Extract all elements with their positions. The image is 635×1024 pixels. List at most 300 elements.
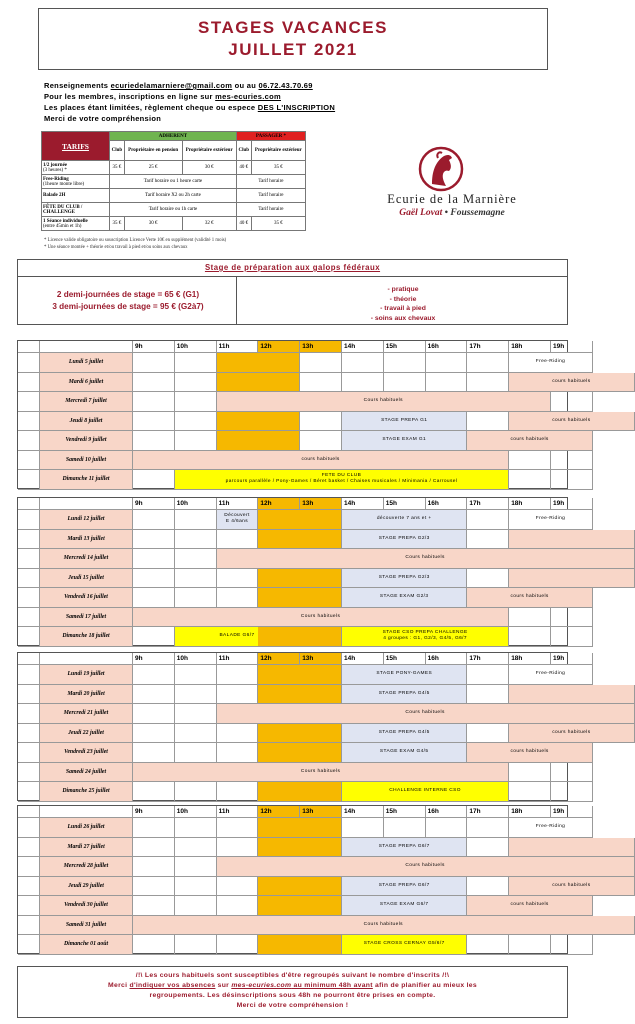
price-cell: 35 € (251, 161, 305, 175)
row-spacer (18, 724, 40, 744)
schedule-event (258, 782, 342, 802)
hour-header: 9h (133, 806, 175, 818)
time-slot (384, 373, 426, 393)
hour-header: 10h (175, 341, 217, 353)
time-slot (133, 412, 175, 432)
time-slot (217, 530, 259, 550)
hour-header: 11h (217, 653, 259, 665)
hour-header: 13h (300, 498, 342, 510)
day-label: Dimanche 01 août (40, 935, 133, 955)
tarif-row-label: 1/2 journée (3 heures) * (42, 161, 110, 175)
schedule-event (217, 412, 301, 432)
schedule-event (217, 353, 301, 373)
price-cell: 40 € (236, 217, 251, 231)
time-slot (175, 588, 217, 608)
day-label: Samedi 10 juillet (40, 451, 133, 471)
logo-name: Ecurie de la Marnière (387, 192, 517, 206)
hour-header: 11h (217, 498, 259, 510)
time-slot (551, 763, 593, 783)
schedule-event: Cours habituels (217, 704, 635, 724)
schedule-event: STAGE PREPA G6/7 (342, 838, 467, 858)
corner-cell (18, 498, 40, 510)
time-slot (300, 431, 342, 451)
row-spacer (18, 470, 40, 490)
schedule-event: Cours habituels (217, 392, 551, 412)
page-subtitle: JUILLET 2021 (228, 40, 358, 59)
schedule-event: Free-Riding (509, 353, 593, 373)
hour-header: 17h (467, 498, 509, 510)
time-slot (175, 818, 217, 838)
hour-header: 11h (217, 341, 259, 353)
prep-contents: - pratique - théorie - travail à pied - soins aux chevaux (370, 286, 436, 322)
time-slot (175, 431, 217, 451)
time-slot (133, 724, 175, 744)
prep-title: Stage de préparation aux galops fédéraux (17, 259, 568, 277)
day-label: Mercredi 21 juillet (40, 704, 133, 724)
time-slot (133, 838, 175, 858)
day-label: Mercredi 28 juillet (40, 857, 133, 877)
schedule-event (258, 724, 342, 744)
time-slot (175, 743, 217, 763)
info-line-payment: Les places étant limitées, règlement cheque ou espece DES L'INSCRIPTION (44, 103, 336, 112)
row-spacer (18, 373, 40, 393)
schedule-event: cours habituels (509, 724, 634, 744)
hour-header: 9h (133, 498, 175, 510)
day-label: Dimanche 18 juillet (40, 627, 133, 647)
price-cell: 35 € (110, 161, 125, 175)
hour-header: 11h (217, 806, 259, 818)
time-slot (133, 685, 175, 705)
time-slot (467, 510, 509, 530)
row-spacer (18, 510, 40, 530)
header-spacer (40, 498, 133, 510)
time-slot (175, 685, 217, 705)
day-label: Mardi 27 juillet (40, 838, 133, 858)
time-slot (133, 743, 175, 763)
schedule-event (258, 896, 342, 916)
time-slot (133, 665, 175, 685)
hour-header: 15h (384, 806, 426, 818)
day-label: Dimanche 25 juillet (40, 782, 133, 802)
day-label: Mardi 6 juillet (40, 373, 133, 393)
hour-header: 12h (258, 653, 300, 665)
hour-header: 18h (509, 653, 551, 665)
row-spacer (18, 857, 40, 877)
tarif-notes: * Licence valide obligatoire ou souscription Licence Verte 10€ en supplément (validité 1 mois) * Une séance montée + théorie et/ou travail à pied et/ou soins aux chevaux (44, 238, 227, 250)
time-slot (426, 373, 468, 393)
day-label: Mercredi 14 juillet (40, 549, 133, 569)
price-cell: Tarif horaire ou 1 heure carte (110, 175, 237, 189)
schedule-event: STAGE PREPA G4/5 (342, 724, 467, 744)
day-label: Samedi 17 juillet (40, 608, 133, 628)
time-slot (133, 510, 175, 530)
row-spacer (18, 685, 40, 705)
schedule-event (258, 665, 342, 685)
schedule-event: STAGE EXAM G4/5 (342, 743, 467, 763)
time-slot (133, 818, 175, 838)
schedule-event (217, 373, 301, 393)
price-cell: Tarif horaire (236, 175, 305, 189)
schedule-event: Cours habituels (217, 549, 635, 569)
schedule-event (258, 627, 342, 647)
price-cell: Tarif horaire X2 ou 2h carte (110, 189, 237, 203)
horse-head-logo-icon (418, 146, 464, 192)
corner-cell (18, 341, 40, 353)
time-slot (342, 818, 384, 838)
col-header: Club (236, 141, 251, 161)
hour-header: 18h (509, 498, 551, 510)
price-cell: Tarif horaire (236, 203, 305, 217)
time-slot (551, 392, 593, 412)
time-slot (133, 392, 175, 412)
schedule-event: Free-Riding (509, 665, 593, 685)
schedule-event: cours habituels (509, 412, 634, 432)
hour-header: 13h (300, 341, 342, 353)
time-slot (175, 392, 217, 412)
hour-header: 16h (426, 806, 468, 818)
day-label: Lundi 26 juillet (40, 818, 133, 838)
price-cell: 25 € (124, 161, 182, 175)
time-slot (217, 685, 259, 705)
schedule-event (258, 588, 342, 608)
row-spacer (18, 665, 40, 685)
time-slot (509, 935, 551, 955)
time-slot (175, 877, 217, 897)
time-slot (175, 896, 217, 916)
hour-header: 17h (467, 653, 509, 665)
hour-header: 10h (175, 806, 217, 818)
time-slot (175, 373, 217, 393)
schedule-event: cours habituels (467, 896, 592, 916)
time-slot (300, 353, 342, 373)
corner-cell (18, 653, 40, 665)
day-label: Jeudi 22 juillet (40, 724, 133, 744)
schedule-event: cours habituels (509, 373, 634, 393)
schedule-event: BALADE G6/7 (175, 627, 300, 647)
row-spacer (18, 549, 40, 569)
time-slot (133, 935, 175, 955)
time-slot (175, 782, 217, 802)
time-slot (133, 877, 175, 897)
price-cell: 32 € (182, 217, 236, 231)
schedule-event: Free-Riding (509, 510, 593, 530)
time-slot (217, 569, 259, 589)
price-cell: 30 € (124, 217, 182, 231)
time-slot (133, 627, 175, 647)
time-slot (467, 412, 509, 432)
hour-header: 9h (133, 653, 175, 665)
time-slot (467, 935, 509, 955)
schedule-event: Cours habituels (217, 857, 635, 877)
time-slot (133, 704, 175, 724)
time-slot (133, 896, 175, 916)
schedule-event (509, 838, 634, 858)
schedule-event (258, 743, 342, 763)
time-slot (217, 665, 259, 685)
hour-header: 16h (426, 341, 468, 353)
row-spacer (18, 935, 40, 955)
schedule-event (258, 838, 342, 858)
time-slot (133, 782, 175, 802)
row-spacer (18, 588, 40, 608)
time-slot (551, 608, 593, 628)
schedule-event (217, 431, 301, 451)
time-slot (217, 935, 259, 955)
tarif-row-label: 1 Séance individuelle (entre 45min et 1h) (42, 217, 110, 231)
time-slot (426, 818, 468, 838)
day-label: Vendredi 30 juillet (40, 896, 133, 916)
email-link[interactable]: ecuriedelamarniere@gmail.com (110, 81, 233, 90)
row-spacer (18, 877, 40, 897)
schedule-event (258, 818, 342, 838)
time-slot (342, 373, 384, 393)
hour-header: 19h (551, 653, 593, 665)
hour-header: 10h (175, 498, 217, 510)
row-spacer (18, 627, 40, 647)
info-line-contact: Renseignements ecuriedelamarniere@gmail.com ou au 06.72.43.70.69 (44, 81, 313, 90)
time-slot (217, 724, 259, 744)
time-slot (175, 569, 217, 589)
price-cell: Tarif horaire ou 1h carte (110, 203, 237, 217)
row-spacer (18, 838, 40, 858)
hour-header: 14h (342, 341, 384, 353)
header-spacer (40, 341, 133, 353)
hour-header: 19h (551, 341, 593, 353)
schedule-event: Free-Riding (509, 818, 593, 838)
hour-header: 18h (509, 341, 551, 353)
schedule-event: cours habituels (467, 431, 592, 451)
row-spacer (18, 818, 40, 838)
row-spacer (18, 896, 40, 916)
day-label: Mardi 20 juillet (40, 685, 133, 705)
time-slot (467, 569, 509, 589)
time-slot (175, 530, 217, 550)
page-title: STAGES VACANCES (197, 18, 388, 37)
tarif-row-label: Balade 2H (42, 189, 110, 203)
time-slot (509, 608, 551, 628)
schedule-event: Cours habituels (133, 763, 509, 783)
schedule-event: STAGE EXAM G1 (342, 431, 467, 451)
time-slot (300, 373, 342, 393)
schedule-event: STAGE PREPA G6/7 (342, 877, 467, 897)
row-spacer (18, 608, 40, 628)
time-slot (175, 935, 217, 955)
schedule-event (509, 569, 634, 589)
time-slot (509, 763, 551, 783)
hour-header: 12h (258, 341, 300, 353)
row-spacer (18, 704, 40, 724)
time-slot (551, 782, 593, 802)
time-slot (467, 665, 509, 685)
hour-header: 15h (384, 341, 426, 353)
time-slot (175, 724, 217, 744)
time-slot (509, 451, 551, 471)
hour-header: 14h (342, 653, 384, 665)
row-spacer (18, 763, 40, 783)
schedule-event (258, 685, 342, 705)
phone-link[interactable]: 06.72.43.70.69 (258, 81, 313, 90)
time-slot (509, 782, 551, 802)
time-slot (217, 743, 259, 763)
row-spacer (18, 412, 40, 432)
hour-header: 19h (551, 806, 593, 818)
schedule-event: STAGE CROSS CERNAY G5/6/7 (342, 935, 467, 955)
schedule-event: STAGE EXAM G6/7 (342, 896, 467, 916)
prep-divider (236, 277, 237, 325)
day-label: Jeudi 29 juillet (40, 877, 133, 897)
corner-cell (18, 806, 40, 818)
week-schedule (17, 340, 591, 489)
hour-header: 17h (467, 341, 509, 353)
info-line-online: Pour les membres, inscriptions en ligne sur mes-ecuries.com (44, 92, 281, 101)
schedule-event: cours habituels (467, 743, 592, 763)
col-header: Propriétaire en pension (124, 141, 182, 161)
schedule-event (258, 510, 342, 530)
time-slot (467, 724, 509, 744)
passager-header: PASSAGER * (236, 132, 305, 141)
time-slot (175, 353, 217, 373)
time-slot (175, 510, 217, 530)
day-label: Samedi 24 juillet (40, 763, 133, 783)
hour-header: 17h (467, 806, 509, 818)
week-schedule (17, 805, 591, 954)
col-header: Club (110, 141, 125, 161)
time-slot (175, 412, 217, 432)
title-box (38, 8, 548, 70)
schedule-event (258, 569, 342, 589)
schedule-event: STAGE PREPA G1 (342, 412, 467, 432)
time-slot (175, 857, 217, 877)
time-slot (175, 665, 217, 685)
week-schedule (17, 652, 591, 801)
day-label: Jeudi 15 juillet (40, 569, 133, 589)
hour-header: 13h (300, 653, 342, 665)
day-label: Samedi 31 juillet (40, 916, 133, 936)
row-spacer (18, 569, 40, 589)
day-label: Mardi 13 juillet (40, 530, 133, 550)
time-slot (467, 818, 509, 838)
time-slot (509, 627, 551, 647)
time-slot (551, 470, 593, 490)
time-slot (217, 838, 259, 858)
info-line-thanks: Merci de votre compréhension (44, 114, 162, 123)
adherent-header: ADHERENT (110, 132, 237, 141)
time-slot (133, 373, 175, 393)
hour-header: 10h (175, 653, 217, 665)
time-slot (467, 877, 509, 897)
time-slot (551, 627, 593, 647)
hour-header: 16h (426, 498, 468, 510)
hour-header: 12h (258, 806, 300, 818)
week-schedule (17, 497, 568, 646)
time-slot (467, 353, 509, 373)
col-header: Propriétaire extérieur (251, 141, 305, 161)
header-spacer (40, 806, 133, 818)
schedule-event: Cours habituels (133, 916, 635, 936)
time-slot (133, 857, 175, 877)
time-slot (133, 530, 175, 550)
hour-header: 19h (551, 498, 593, 510)
hour-header: 14h (342, 498, 384, 510)
hour-header: 9h (133, 341, 175, 353)
day-label: Vendredi 23 juillet (40, 743, 133, 763)
day-label: Mercredi 7 juillet (40, 392, 133, 412)
website-link[interactable]: mes-ecuries.com (215, 92, 281, 101)
hour-header: 15h (384, 498, 426, 510)
schedule-event: STAGE PREPA G4/5 (342, 685, 467, 705)
day-label: Lundi 5 juillet (40, 353, 133, 373)
row-spacer (18, 431, 40, 451)
prep-prices: 2 demi-journées de stage = 65 € (G1) 3 demi-journées de stage = 95 € (G2à7) (52, 290, 204, 311)
schedule-event: cours habituels (509, 877, 634, 897)
day-label: Lundi 12 juillet (40, 510, 133, 530)
hour-header: 16h (426, 653, 468, 665)
time-slot (133, 549, 175, 569)
time-slot (467, 373, 509, 393)
time-slot (133, 569, 175, 589)
time-slot (133, 588, 175, 608)
day-label: Lundi 19 juillet (40, 665, 133, 685)
time-slot (300, 412, 342, 432)
row-spacer (18, 530, 40, 550)
price-cell: 35 € (110, 217, 125, 231)
logo-subtitle: Gaël Lovat • Foussemagne (399, 208, 505, 218)
time-slot (467, 530, 509, 550)
time-slot (467, 685, 509, 705)
time-slot (509, 470, 551, 490)
time-slot (217, 782, 259, 802)
time-slot (217, 588, 259, 608)
time-slot (175, 549, 217, 569)
row-spacer (18, 916, 40, 936)
hour-header: 18h (509, 806, 551, 818)
schedule-event: STAGE EXAM G2/3 (342, 588, 467, 608)
time-slot (384, 818, 426, 838)
hour-header: 12h (258, 498, 300, 510)
time-slot (133, 431, 175, 451)
header-spacer (40, 653, 133, 665)
time-slot (175, 704, 217, 724)
schedule-event: FETE DU CLUB parcours parallèle / Pony-Games / Béret basket / Chaises musicales / Minimania / Carrousel (175, 470, 509, 490)
schedule-event: découverte 7 ans et + (342, 510, 467, 530)
time-slot (217, 896, 259, 916)
hour-header: 15h (384, 653, 426, 665)
row-spacer (18, 743, 40, 763)
schedule-event: cours habituels (133, 451, 509, 471)
tarifs-table (41, 131, 306, 231)
time-slot (551, 451, 593, 471)
schedule-event: Découvert E 4/6ans (217, 510, 259, 530)
day-label: Vendredi 9 juillet (40, 431, 133, 451)
col-header: Propriétaire extérieur (182, 141, 236, 161)
time-slot (133, 470, 175, 490)
schedule-event: Cours habituels (133, 608, 509, 628)
schedule-event (509, 685, 634, 705)
schedule-event (258, 935, 342, 955)
time-slot (551, 935, 593, 955)
time-slot (426, 353, 468, 373)
schedule-event: STAGE PREPA G2/3 (342, 569, 467, 589)
schedule-event: STAGE PREPA G2/3 (342, 530, 467, 550)
day-label: Dimanche 11 juillet (40, 470, 133, 490)
schedule-event (509, 530, 634, 550)
schedule-event: STAGE PONY-GAMES (342, 665, 467, 685)
schedule-event: STAGE CSO PREPA CHALLENGE 4 groupes : G1, G2/3, G4/5, G6/7 (342, 627, 509, 647)
schedule-event (258, 877, 342, 897)
hour-header: 13h (300, 806, 342, 818)
time-slot (217, 818, 259, 838)
row-spacer (18, 392, 40, 412)
